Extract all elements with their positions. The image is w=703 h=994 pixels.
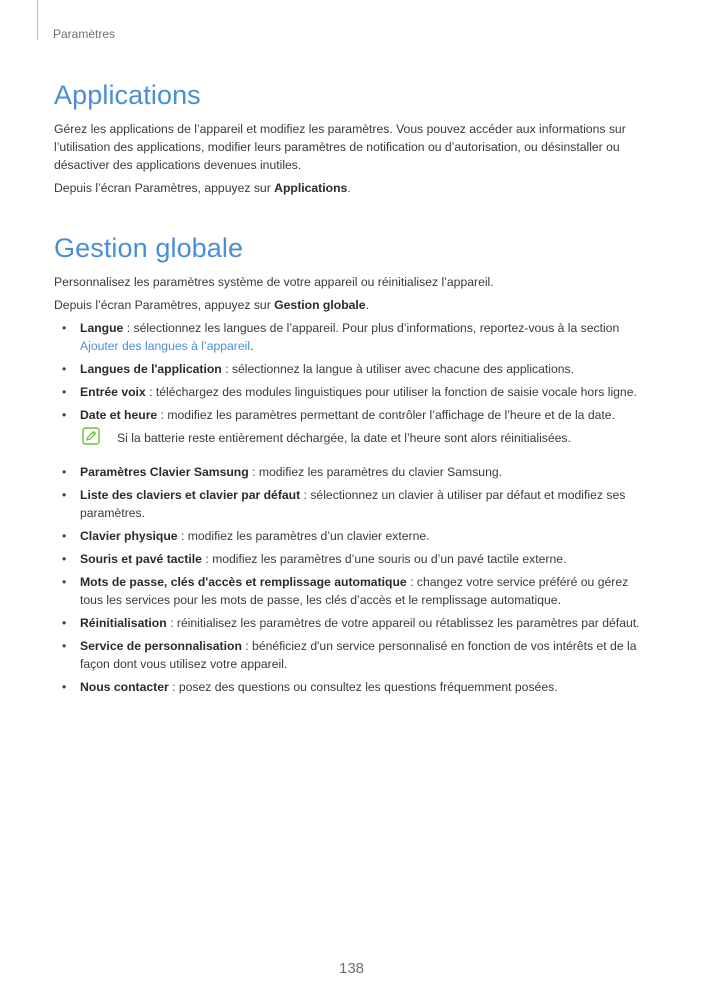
note-pencil-icon [82, 427, 100, 445]
list-item: • Service de personnalisation : bénéficiez d'un service personnalisé en fonction de vos intérêts et de la façon dont vous utilisez votre appareil. [62, 639, 637, 671]
list-item: • Entrée voix : téléchargez des modules linguistiques pour utiliser la fonction de saisie vocale hors ligne. [62, 385, 637, 399]
list-item: • Clavier physique : modifiez les paramètres d’un clavier externe. [62, 529, 430, 543]
page-number: 138 [338, 960, 365, 977]
applications-instruction: Depuis l’écran Paramètres, appuyez sur Applications. [54, 181, 351, 195]
list-item: • Nous contacter : posez des questions ou consultez les questions fréquemment posées. [62, 680, 558, 694]
gestion-menu-target: Gestion globale [274, 298, 366, 312]
gestion-options-list [54, 319, 654, 424]
applications-menu-target: Applications [274, 181, 348, 195]
gestion-options-list-continued [54, 463, 654, 696]
header-divider [37, 0, 38, 40]
list-item: • Souris et pavé tactile : modifiez les paramètres d’une souris ou d’un pavé tactile externe. [62, 552, 567, 566]
list-item: • Langue : sélectionnez les langues de l’appareil. Pour plus d’informations, reportez-vous à la section Ajouter des langues à l’appareil. [62, 321, 620, 353]
list-item: • Langues de l'application : sélectionnez la langue à utiliser avec chacune des applications. [62, 362, 575, 376]
applications-description: Gérez les applications de l’appareil et modifiez les paramètres. Vous pouvez accéder aux informations sur l’utilisation des applications, modifier leurs paramètres de notification ou d’autorisation, ou désinstaller ou désactiver des applications devenues inutiles. [54, 122, 626, 172]
section-label: Paramètres [53, 27, 116, 41]
applications-title: Applications [54, 80, 201, 110]
list-item: • Réinitialisation : réinitialisez les paramètres de votre appareil ou rétablissez les paramètres par défaut. [62, 616, 640, 630]
gestion-instruction: Depuis l’écran Paramètres, appuyez sur Gestion globale. [54, 298, 369, 312]
list-item: • Paramètres Clavier Samsung : modifiez les paramètres du clavier Samsung. [62, 465, 503, 479]
list-item: • Mots de passe, clés d'accès et remplissage automatique : changez votre service préféré ou gérez tous les services pour les mots de passe, les clés d’accès et le remplissage automatique. [62, 575, 629, 607]
list-item: • Liste des claviers et clavier par défaut : sélectionnez un clavier à utiliser par défaut et modifiez ses paramètres. [62, 488, 626, 520]
gestion-description: Personnalisez les paramètres système de votre appareil ou réinitialisez l’appareil. [54, 275, 494, 289]
note-box [54, 429, 654, 451]
note-text: Si la batterie reste entièrement déchargée, la date et l’heure sont alors réinitialisées. [117, 431, 571, 445]
cross-reference-link[interactable]: Ajouter des langues à l’appareil [80, 339, 251, 353]
gestion-title: Gestion globale [54, 233, 244, 263]
list-item: • Date et heure : modifiez les paramètres permettant de contrôler l’affichage de l’heure et de la date. [62, 408, 615, 422]
page-content [54, 80, 654, 701]
